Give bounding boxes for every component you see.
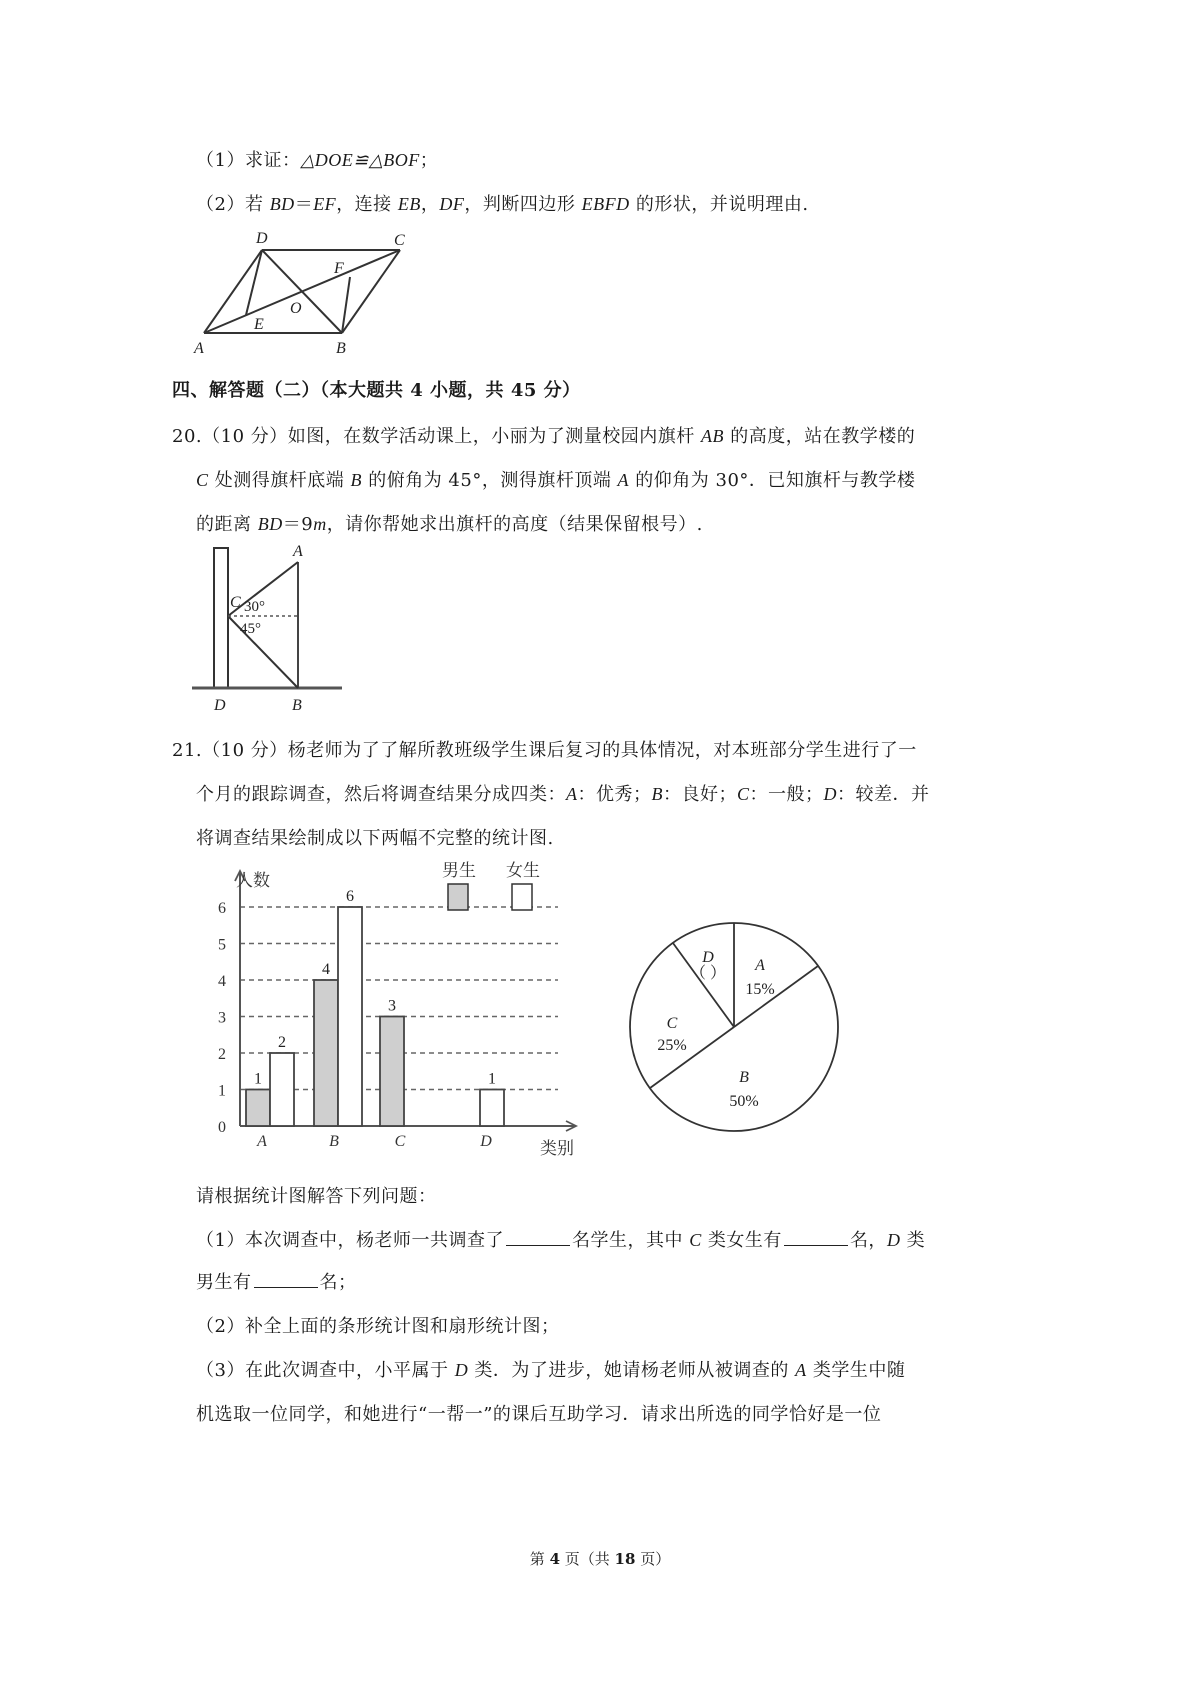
math: EF [313, 194, 337, 214]
label-A: A [293, 543, 303, 560]
label-B: B [336, 340, 346, 357]
pie-slice-label-B: B [739, 1069, 749, 1086]
text: 的高度，站在教学楼的 [723, 426, 916, 447]
legend-swatch [448, 884, 468, 910]
answer-blank-c-girls[interactable] [784, 1229, 848, 1246]
y-tick-label: 3 [218, 1009, 226, 1027]
y-tick-label: 0 [218, 1119, 226, 1136]
math: EB [397, 194, 421, 214]
math: A [795, 1360, 807, 1380]
y-tick-label: 2 [218, 1046, 226, 1063]
text: （1）本次调查中，杨老师一共调查了 [196, 1230, 504, 1251]
text: ＝ [294, 194, 314, 215]
label-F: F [334, 260, 344, 277]
answer-blank-d-boys[interactable] [254, 1271, 318, 1288]
text: 类 [900, 1230, 926, 1251]
text: 类学生中随 [806, 1360, 906, 1381]
q20-line2 [196, 466, 915, 492]
bar-data-label: 3 [388, 997, 396, 1015]
math: C [689, 1230, 702, 1250]
text: ，连接 [336, 194, 398, 215]
text: （3）在此次调查中，小平属于 [196, 1360, 455, 1381]
math: D [886, 1230, 901, 1250]
text: ， [420, 194, 440, 215]
label-A: A [194, 340, 204, 357]
text: 页） [635, 1550, 671, 1568]
text: 个月的跟踪调查，然后将调查结果分成四类： [196, 784, 566, 805]
q21-sub1-line2 [196, 1268, 357, 1294]
math: A [566, 784, 578, 804]
pie-slice-label-D: D [702, 949, 714, 966]
text: ，请你帮她求出旗杆的高度（结果保留根号）. [326, 514, 703, 535]
y-tick-label: 4 [218, 973, 226, 990]
text: 男生有 [196, 1272, 252, 1293]
text: 名学生，其中 [571, 1230, 690, 1251]
bar-data-label: 2 [278, 1034, 286, 1051]
y-axis-title: 人数 [236, 871, 270, 890]
x-tick-label: A [257, 1133, 267, 1150]
q21-prompt: 请根据统计图解答下列问题： [196, 1186, 437, 1207]
text: 名； [319, 1272, 357, 1293]
text: 名， [849, 1230, 887, 1251]
text: ：较差．并 [837, 784, 930, 805]
y-tick-label: 5 [218, 936, 226, 954]
math: DF [439, 194, 465, 214]
text: 类女生有 [701, 1230, 782, 1251]
bar-data-label: 1 [488, 1070, 496, 1088]
text: 页（共 [560, 1550, 615, 1568]
x-tick-label: C [394, 1133, 406, 1150]
bar-男生-A [246, 1090, 270, 1127]
math: C [196, 470, 209, 490]
legend-label: 男生 [442, 861, 476, 880]
q21-sub3-line1 [196, 1356, 905, 1382]
legend-label: 女生 [506, 861, 540, 880]
q19-part1-math: △DOE≌△BOF [300, 150, 420, 170]
y-tick-label: 6 [218, 900, 226, 917]
q19-part1-text: （1）求证： [196, 150, 301, 171]
math: AB [700, 426, 724, 446]
page-footer [0, 1548, 1200, 1569]
text: 的俯角为 45°，测得旗杆顶端 [361, 470, 618, 491]
text: ＝9 [282, 514, 314, 535]
x-tick-label: D [480, 1133, 492, 1150]
answer-blank-total[interactable] [506, 1229, 570, 1246]
text: 的距离 [196, 514, 258, 535]
bar-男生-B [314, 980, 338, 1126]
y-tick-label: 1 [218, 1082, 226, 1100]
pie-slice-percent-C: 25% [657, 1037, 687, 1054]
math: B [651, 784, 663, 804]
text: ：良好； [663, 784, 737, 805]
page-number: 4 [549, 1550, 560, 1568]
pie-slice-percent-B: 50% [729, 1093, 759, 1110]
q20-flagpole-figure [190, 540, 350, 715]
label-O: O [290, 300, 302, 317]
text: 类．为了进步，她请杨老师从被调查的 [468, 1360, 796, 1381]
bar-data-label: 1 [254, 1070, 262, 1088]
q19-part1-suffix: ； [419, 150, 439, 171]
label-D: D [256, 230, 268, 247]
q19-part2 [196, 190, 809, 216]
q21-line3: 将调查结果绘制成以下两幅不完整的统计图. [196, 828, 554, 849]
angle-30-label: 30° [244, 599, 265, 615]
bar-女生-D [480, 1090, 504, 1127]
text: ，判断四边形 [464, 194, 582, 215]
text: 处测得旗杆底端 [208, 470, 351, 491]
angle-45-label: 45° [240, 621, 261, 637]
text: ：一般； [749, 784, 824, 805]
text: 第 [529, 1550, 550, 1568]
math: BD [257, 514, 283, 534]
diagonal-DB [262, 250, 342, 333]
text: 的形状，并说明理由. [629, 194, 809, 215]
math: B [350, 470, 362, 490]
q20-line1 [172, 422, 915, 448]
building [214, 548, 228, 688]
x-axis-title: 类别 [540, 1139, 574, 1158]
text: 的仰角为 30°．已知旗杆与教学楼 [629, 470, 916, 491]
q19-parallelogram-figure [190, 225, 430, 360]
q21-sub3-line2: 机选取一位同学，和她进行“一帮一”的课后互助学习．请求出所选的同学恰好是一位 [196, 1404, 882, 1425]
pie-slice-percent-A: 15% [745, 981, 775, 998]
pie-slice-percent-D: （ ） [689, 965, 727, 982]
x-tick-label: B [329, 1133, 339, 1150]
math: C [737, 784, 750, 804]
section-heading: 四、解答题（二）（本大题共 4 小题，共 45 分） [172, 380, 581, 401]
q21-sub2: （2）补全上面的条形统计图和扇形统计图； [196, 1316, 560, 1337]
legend-swatch [512, 884, 532, 910]
label-E: E [254, 316, 264, 333]
q21-line1: 21.（10 分）杨老师为了了解所教班级学生课后复习的具体情况，对本班部分学生进行了一 [172, 740, 917, 761]
math: A [617, 470, 630, 490]
text: ：优秀； [577, 784, 652, 805]
math: EBFD [581, 194, 630, 214]
bar-chart [190, 850, 590, 1160]
math: m [313, 514, 327, 534]
q21-line2 [196, 780, 930, 806]
label-C: C [394, 232, 405, 249]
label-C: C [230, 594, 241, 611]
pie-chart [620, 910, 860, 1140]
label-D: D [214, 697, 226, 714]
bar-女生-B [338, 907, 362, 1126]
text: 20.（10 分）如图，在数学活动课上，小丽为了测量校园内旗杆 [172, 426, 701, 447]
math: BD [269, 194, 295, 214]
bar-男生-C [380, 1017, 404, 1127]
q19-part1 [196, 146, 438, 172]
math: D [454, 1360, 469, 1380]
pie-slice-label-C: C [666, 1015, 678, 1032]
label-B: B [292, 697, 302, 714]
q21-sub1-line1 [196, 1226, 925, 1252]
pie-slice-label-A: A [755, 957, 765, 974]
math: D [823, 784, 838, 804]
sightline-CB [228, 616, 298, 688]
bar-女生-A [270, 1053, 294, 1126]
bar-data-label: 4 [322, 961, 330, 978]
q20-line3 [196, 510, 703, 536]
page-total: 18 [614, 1550, 636, 1568]
bar-data-label: 6 [346, 888, 354, 905]
text: （2）若 [196, 194, 270, 215]
